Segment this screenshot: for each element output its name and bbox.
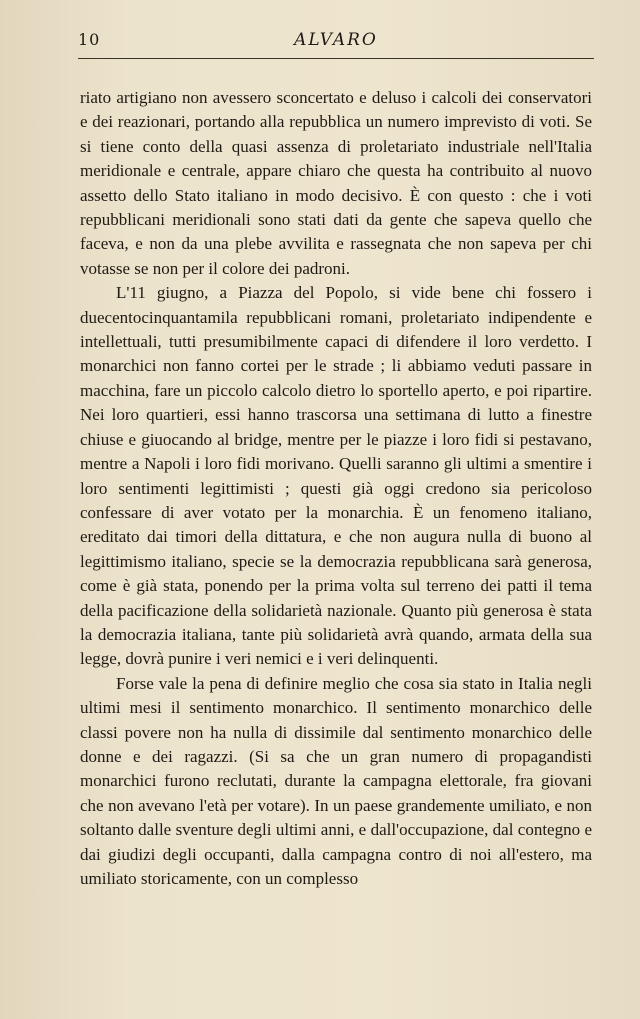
header-rule [78,58,594,59]
running-head: ALVARO [294,30,378,50]
paragraph: L'11 giugno, a Piazza del Popolo, si vide bene chi fossero i duecentocinquantamila repubblicani romani, proletariato indipendente e intellettuali, tutti presumibilmente capaci di difendere il loro verdetto. I monarchici non fanno cortei per le strade ; li abbiamo veduti passare in macchina, fare un piccolo calcolo dietro lo sportello aperto, e poi ripartire. Nei loro quartieri, essi hanno trascorsa una settimana di lutto a finestre chiuse e giuocando al bridge, mentre per le piazze i loro fidi si pestavano, mentre a Napoli i loro fidi morivano. Quelli saranno gli ultimi a smentire i loro sentimenti legittimisti ; questi già oggi credono sia pericoloso confessare di aver votato per la monarchia. È un fenomeno italiano, ereditato dai timori della dittatura, e che non augura nulla di buono al legittimismo italiano, specie se la democrazia repubblicana sarà generosa, come è già stata, ponendo per la prima volta sul terreno dei patti il tema della pacificazione della solidarietà nazionale. Quanto più generosa è stata la democrazia italiana, tante più solidarietà avrà quando, armata della sua legge, dovrà punire i veri nemici e i veri delinquenti. [80,283,592,669]
body-text [80,86,592,891]
paragraph-continued: riato artigiano non avessero sconcertato e deluso i calcoli dei conservatori e dei reazionari, portando alla repubblica un numero imprevisto di voti. Se si tiene conto della quasi assenza di proletariato industriale nell'Italia meridionale e centrale, appare chiaro che questa ha contribuito al nuovo assetto dello Stato italiano in modo decisivo. È con questo : che i voti repubblicani meridionali sono stati dati da gente che sapeva quello che faceva, e non da una plebe avvilita e rassegnata che non sapeva per chi votasse se non per il colore dei padroni. [80,88,592,278]
page-header [78,28,594,56]
page-number: 10 [78,30,101,49]
paragraph: Forse vale la pena di definire meglio che cosa sia stato in Italia negli ultimi mesi il sentimento monarchico. Il sentimento monarchico delle classi povere non ha nulla di dissimile dal sentimento monarchico delle donne e dei ragazzi. (Si sa che un gran numero di propagandisti monarchici furono reclutati, durante la campagna elettorale, fra giovani che non avevano l'età per votare). In un paese grandemente umiliato, e non soltanto dalle sventure degli ultimi anni, e dall'occupazione, dal contegno e dai giudizi degli occupanti, dalla campagna contro di noi all'estero, ma umiliato storicamente, con un complesso [80,673,592,888]
